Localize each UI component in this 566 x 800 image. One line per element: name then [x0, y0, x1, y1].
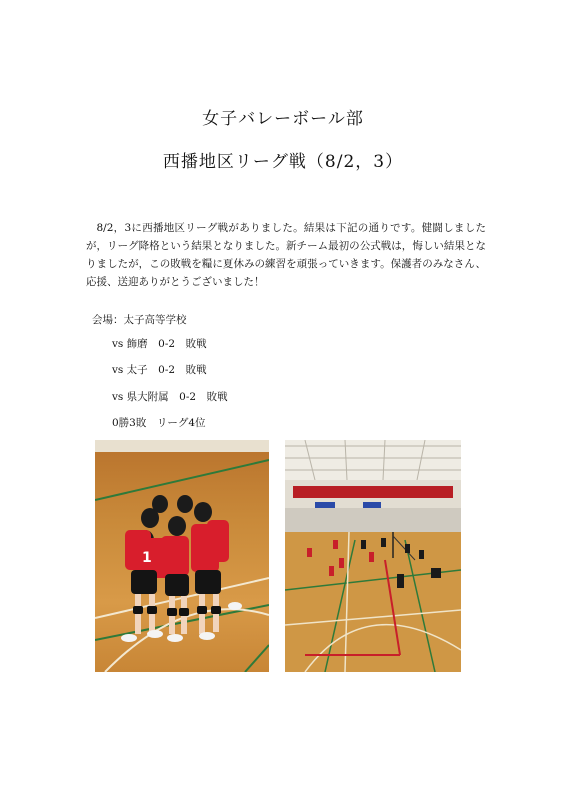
report-paragraph: 8/2，3に西播地区リーグ戦がありました。結果は下記の通りです。健闘しましたが，リーグ降格という結果となりました。新チーム最初の公式戦は，悔しい結果となりましたが，この敗戦を糧に夏休みの練習を頑張っていきます。保護者のみなさん、応援、送迎ありがとうございました！	[86, 222, 486, 288]
team-huddle-photo	[95, 440, 269, 672]
gym-illustration	[285, 440, 461, 672]
match-result: vs 飾磨 0-2 敗戦	[112, 338, 207, 350]
gym-overview-photo	[285, 440, 461, 672]
match-result: vs 県大附属 0-2 敗戦	[112, 391, 228, 403]
venue-label: 会場：太子高等学校	[92, 314, 187, 326]
team-huddle-illustration	[95, 440, 269, 672]
page-title: 女子バレーボール部	[202, 109, 364, 129]
season-summary: 0勝3敗 リーグ4位	[112, 417, 206, 429]
event-title: 西播地区リーグ戦（8/2，3）	[162, 152, 404, 172]
match-result: vs 太子 0-2 敗戦	[112, 364, 207, 376]
svg-text:1: 1	[142, 550, 152, 566]
